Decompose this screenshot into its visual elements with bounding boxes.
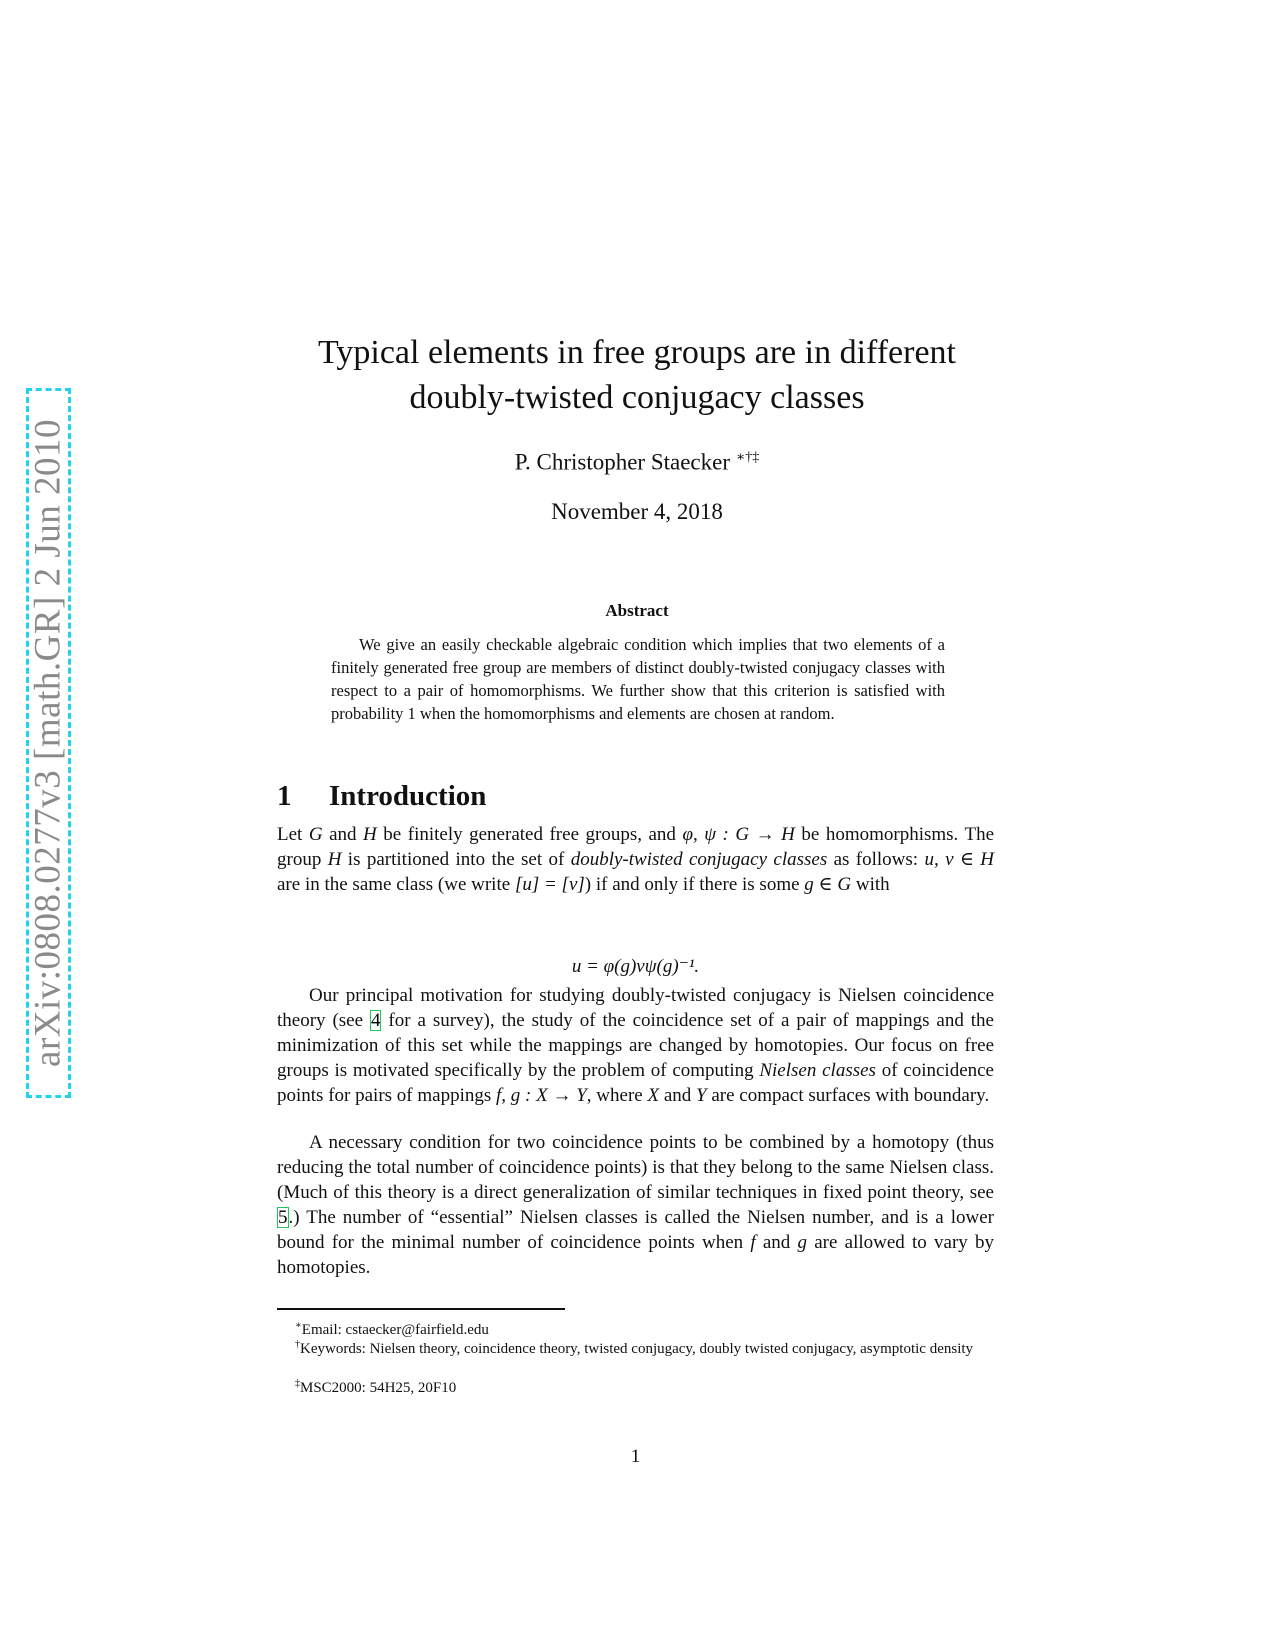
- text-run: of coincidence points for pairs of mappings: [277, 1060, 994, 1106]
- paragraph-1: [277, 822, 994, 897]
- footnote-rule: [277, 1308, 565, 1310]
- section-heading: [277, 780, 977, 813]
- term-nielsen-classes: Nielsen classes: [759, 1060, 876, 1081]
- footnote-mark: †: [295, 1339, 300, 1350]
- text-run: ) if and only if there is some: [584, 874, 805, 895]
- text-run: are in the same class (we write: [277, 874, 515, 895]
- citation-link[interactable]: 4: [370, 1010, 381, 1031]
- author-name: P. Christopher Staecker: [514, 449, 730, 475]
- page-number: 1: [630, 1446, 641, 1467]
- math-g: g: [797, 1232, 808, 1253]
- math-Y: Y: [696, 1085, 707, 1106]
- section-title: Introduction: [329, 780, 487, 812]
- footnote-2: [277, 1335, 994, 1359]
- footnote-text: Keywords: Nielsen theory, coincidence theory, twisted conjugacy, doubly twisted conjugacy, asymptotic density: [300, 1341, 974, 1357]
- math-class-eq: [u] = [v]: [514, 874, 585, 895]
- abstract-heading: Abstract: [605, 601, 669, 620]
- title-line-2: doubly-twisted conjugacy classes: [409, 379, 865, 416]
- term-doubly-twisted: doubly-twisted conjugacy classes: [570, 849, 828, 870]
- text-run: .) The number of “essential” Nielsen classes is called the Nielsen number, and is a lower bound for the minimal number of coincidence points when: [277, 1207, 994, 1253]
- footnote-text: Email: cstaecker@fairfield.edu: [301, 1322, 489, 1338]
- footnote-3: [277, 1374, 994, 1398]
- text-run: is partitioned into the set of: [341, 849, 571, 870]
- math-G: G: [308, 824, 323, 845]
- math-mappings: f, g : X → Y: [496, 1085, 587, 1106]
- display-equation: u = φ(g)vψ(g)⁻¹.: [571, 956, 700, 977]
- text-run: and: [659, 1085, 697, 1106]
- text-run: Our principal motivation for studying doubly-twisted conjugacy is Nielsen coincidence theory (see: [277, 985, 994, 1031]
- section-number: 1: [277, 780, 292, 812]
- text-run: , where: [586, 1085, 648, 1106]
- title-line-1: Typical elements in free groups are in different: [317, 334, 956, 371]
- abstract-body: We give an easily checkable algebraic condition which implies that two elements of a finitely generated free group are members of distinct doubly-twisted conjugacy classes with respect to a pair of homomorphisms. We further show that this criterion is satisfied with probability 1 when the homomorphisms and elements are chosen at random.: [331, 635, 945, 723]
- text-run: with: [851, 874, 890, 895]
- date: November 4, 2018: [551, 499, 723, 524]
- math-f: f: [750, 1232, 756, 1253]
- text-run: as follows:: [827, 849, 925, 870]
- paper-title: [277, 330, 997, 420]
- arxiv-stamp: arXiv:0808.0277v3 [math.GR] 2 Jun 2010: [27, 419, 69, 1067]
- paragraph-3: [277, 1130, 994, 1280]
- text-run: and: [322, 824, 364, 845]
- math-H: H: [363, 824, 377, 845]
- paragraph-2: [277, 983, 994, 1108]
- math-H: H: [327, 849, 342, 870]
- math-uv: u, v ∈ H: [924, 849, 995, 870]
- text-run: and: [755, 1232, 798, 1253]
- math-homomorphisms: φ, ψ : G → H: [682, 824, 795, 845]
- text-run: are allowed to vary by homotopies.: [277, 1232, 994, 1278]
- text-run: A necessary condition for two coincidence points to be combined by a homotopy (thus reducing the total number of coincidence points) is that they belong to the same Nielsen class. (Much of this theory is a direct generalization of similar techniques in fixed point theory, see: [277, 1132, 994, 1203]
- footnote-mark: ∗: [295, 1320, 302, 1331]
- text-run: are compact surfaces with boundary.: [706, 1085, 990, 1106]
- author: [277, 449, 997, 476]
- math-X: X: [647, 1085, 660, 1106]
- text-run: be finitely generated free groups, and: [376, 824, 683, 845]
- text-run: for a survey), the study of the coincidence set of a pair of mappings and the minimization of this set while the mappings are changed by homotopies. Our focus on free groups is motivated specifically by the problem of computing: [277, 1010, 994, 1081]
- footnote-text: MSC2000: 54H25, 20F10: [300, 1380, 457, 1396]
- text-run: be homomorphisms. The group: [277, 824, 995, 870]
- text-run: Let: [277, 824, 309, 845]
- author-footnote-marks: ∗†‡: [735, 450, 760, 465]
- citation-link[interactable]: 5: [278, 1207, 288, 1228]
- footnote-mark: ‡: [295, 1378, 300, 1389]
- math-gG: g ∈ G: [804, 874, 852, 895]
